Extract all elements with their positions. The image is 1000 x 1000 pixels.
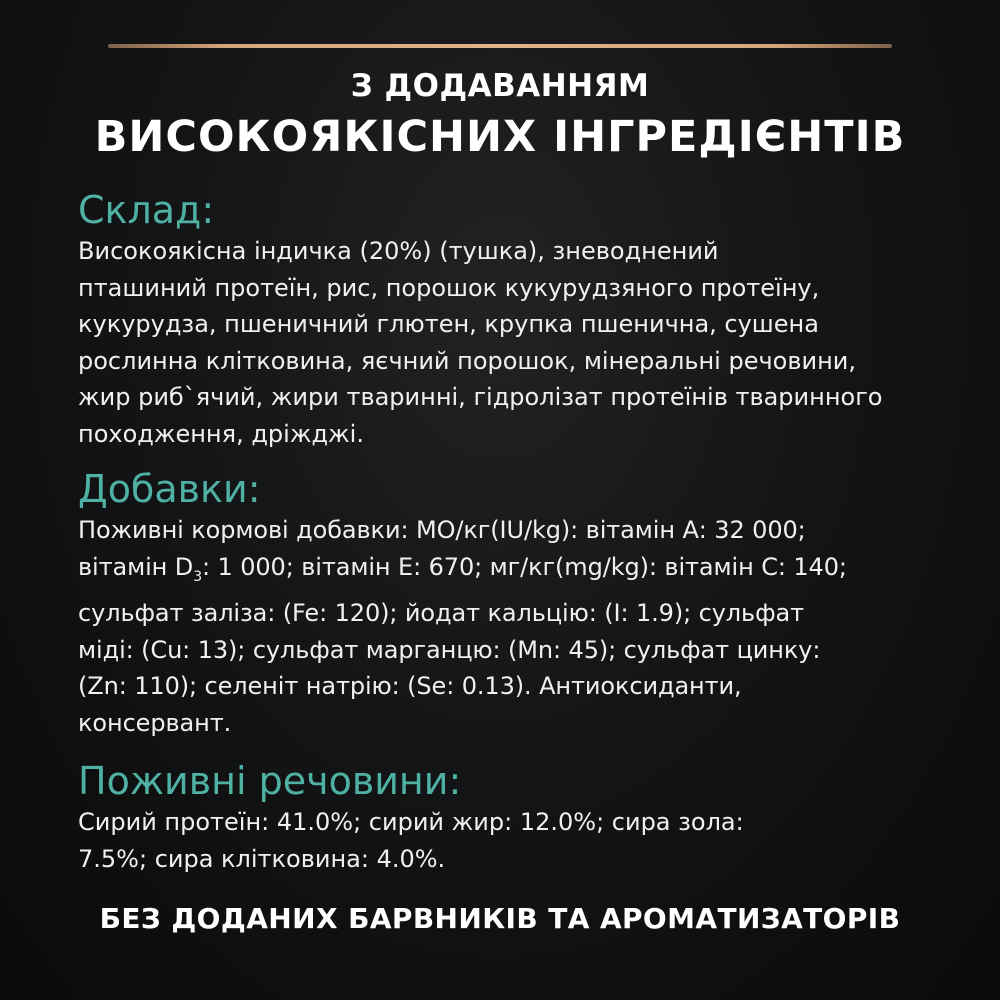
nutrients-section	[78, 758, 958, 877]
nutrients-title: Поживні речовини:	[78, 759, 462, 803]
composition-line: Високоякісна індичка (20%) (тушка), зневоднений	[78, 237, 719, 265]
gold-divider-line	[108, 44, 892, 48]
additives-line	[78, 549, 958, 596]
additives-text	[78, 512, 958, 741]
composition-title: Склад:	[78, 188, 215, 232]
additives-line: консервант.	[78, 708, 232, 737]
composition-text	[78, 233, 958, 452]
nutrients-text	[78, 804, 958, 877]
headline-line-2: ВИСОКОЯКІСНИХ ІНГРЕДІЄНТІВ	[94, 112, 906, 162]
vitamin-d-subscript: 3	[193, 568, 202, 585]
nutrients-line: 7.5%; сира клітковина: 4.0%.	[78, 844, 446, 873]
composition-line: жир риб`ячий, жири тваринні, гідролізат протеїнів тваринного	[78, 383, 883, 411]
additives-line: сульфат заліза: (Fe: 120); йодат кальцію: (I: 1.9); сульфат	[78, 599, 804, 627]
additives-line: Поживні кормові добавки: МО/кг(IU/kg): вітамін А: 32 000;	[78, 516, 806, 544]
composition-line: кукурудза, пшеничний глютен, крупка пшенична, сушена	[78, 310, 819, 338]
composition-section	[78, 187, 958, 452]
composition-line: походження, дріжджі.	[78, 419, 364, 448]
nutrients-line: Сирий протеїн: 41.0%; сирий жир: 12.0%; сира зола:	[78, 808, 744, 836]
additives-line: міді: (Cu: 13); сульфат марганцю: (Mn: 45); сульфат цинку:	[78, 635, 821, 664]
additives-section	[78, 466, 958, 741]
additives-line-text: вітамін D	[78, 552, 194, 581]
additives-line-text: : 1 000; вітамін Е: 670; мг/кг(mg/kg): вітамін С: 140;	[202, 552, 847, 581]
composition-line: пташиний протеїн, рис, порошок кукурудзяного протеїну,	[78, 273, 820, 302]
composition-line: рослинна клітковина, яєчний порошок, мінеральні речовини,	[78, 346, 856, 375]
headline-line-1: З ДОДАВАННЯМ	[350, 68, 650, 104]
additives-line: (Zn: 110); селеніт натрію: (Se: 0.13). Антиоксиданти,	[78, 672, 742, 700]
additives-title: Добавки:	[78, 467, 261, 511]
footer-claim: БЕЗ ДОДАНИХ БАРВНИКІВ ТА АРОМАТИЗАТОРІВ	[99, 902, 901, 935]
